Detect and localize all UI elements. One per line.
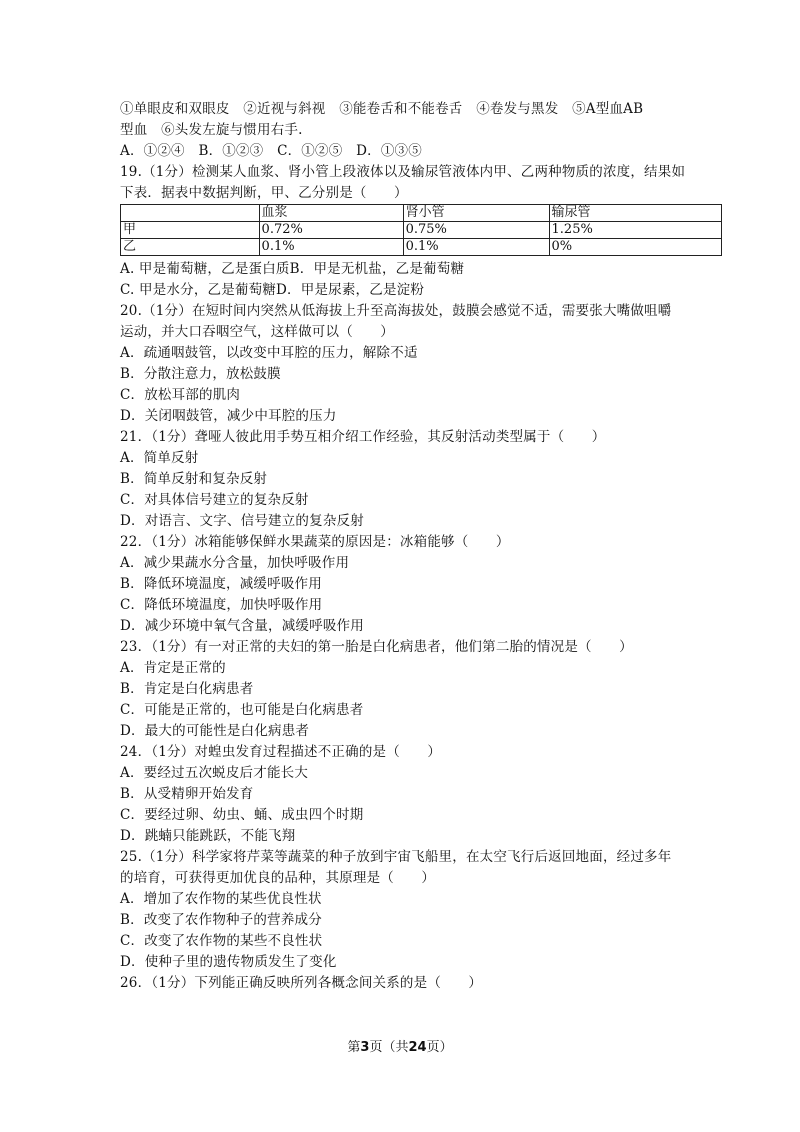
q21-option-b: B．简单反射和复杂反射 (120, 471, 268, 487)
q22-option-d: D．减少环境中氧气含量，减缓呼吸作用 (120, 618, 364, 634)
q19-stem-line-1: 19.（1分）检测某人血浆、肾小管上段液体以及输尿管液体内甲、乙两种物质的浓度，结果如 (120, 164, 686, 180)
q18-options-line-1: ①单眼皮和双眼皮 ②近视与斜视 ③能卷舌和不能卷舌 ④卷发与黑发 ⑤A型血AB (120, 101, 644, 117)
q22-stem: 22．（1分）冰箱能够保鲜水果蔬菜的原因是：冰箱能够（ ） (120, 534, 510, 550)
table-cell: 0.1% (259, 239, 403, 256)
footer-suffix: 页） (426, 1040, 453, 1055)
q19-options-line-2: C. 甲是水分，乙是葡萄糖D．甲是尿素，乙是淀粉 (120, 282, 425, 298)
table-row (121, 239, 722, 256)
q23-option-d: D．最大的可能性是白化病患者 (120, 723, 310, 739)
q20-option-c: C．放松耳部的肌肉 (120, 387, 241, 403)
table-header-cell: 输尿管 (549, 205, 721, 222)
q19-options-line-1: A. 甲是葡萄糖，乙是蛋白质B．甲是无机盐，乙是葡萄糖 (120, 261, 465, 277)
q25-option-c: C．改变了农作物的某些不良性状 (120, 933, 323, 949)
table-row (121, 222, 722, 239)
q25-stem-line-1: 25.（1分）科学家将芹菜等蔬菜的种子放到宇宙飞船里，在太空飞行后返回地面，经过多年 (120, 849, 672, 865)
q18-answer-choices: A．①②④ B．①②③ C．①②⑤ D．①③⑤ (120, 143, 422, 159)
q23-option-c: C．可能是正常的，也可能是白化病患者 (120, 702, 364, 718)
q19-stem-line-2: 下表．据表中数据判断，甲、乙分别是（ ） (120, 185, 408, 201)
q24-option-a: A．要经过五次蜕皮后才能长大 (120, 765, 309, 781)
q25-option-a: A．增加了农作物的某些优良性状 (120, 891, 322, 907)
q26-stem: 26．（1分）下列能正确反映所列各概念间关系的是（ ） (120, 975, 483, 991)
q22-option-a: A．减少果蔬水分含量，加快呼吸作用 (120, 555, 350, 571)
page-footer (0, 1036, 800, 1055)
q25-option-d: D．使种子里的遗传物质发生了变化 (120, 954, 337, 970)
q25-stem-line-2: 的培育，可获得更加优良的品种，其原理是（ ） (120, 870, 436, 886)
table-cell: 1.25% (549, 222, 721, 239)
footer-mid: 页（共 (369, 1040, 409, 1055)
table-header-cell: 血浆 (259, 205, 403, 222)
q20-option-a: A．疏通咽鼓管，以改变中耳腔的压力，解除不适 (120, 345, 418, 361)
q18-options-line-2: 型血 ⑥头发左旋与惯用右手. (120, 122, 303, 138)
concentration-table (120, 204, 722, 256)
q23-option-b: B．肯定是白化病患者 (120, 681, 254, 697)
q20-option-b: B．分散注意力，放松鼓膜 (120, 366, 281, 382)
q24-option-d: D．跳蝻只能跳跃，不能飞翔 (120, 828, 296, 844)
table-cell: 0.75% (403, 222, 549, 239)
table-header-cell (121, 205, 260, 222)
table-cell: 0% (549, 239, 721, 256)
q23-stem: 23．（1分）有一对正常的夫妇的第一胎是白化病患者，他们第二胎的情况是（ ） (120, 639, 633, 655)
table-cell: 0.72% (259, 222, 403, 239)
q22-option-b: B．降低环境温度，减缓呼吸作用 (120, 576, 322, 592)
q24-stem: 24．（1分）对蝗虫发育过程描述不正确的是（ ） (120, 744, 442, 760)
q20-stem-line-1: 20.（1分）在短时间内突然从低海拔上升至高海拔处，鼓膜会感觉不适，需要张大嘴做咀嚼 (120, 303, 672, 319)
table-header-row (121, 205, 722, 222)
q24-option-c: C．要经过卵、幼虫、蛹、成虫四个时期 (120, 807, 364, 823)
q21-option-d: D．对语言、文字、信号建立的复杂反射 (120, 513, 364, 529)
q25-option-b: B．改变了农作物种子的营养成分 (120, 912, 322, 928)
q23-option-a: A．肯定是正常的 (120, 660, 226, 676)
q21-option-a: A．简单反射 (120, 450, 199, 466)
q21-option-c: C．对具体信号建立的复杂反射 (120, 492, 309, 508)
table-cell: 0.1% (403, 239, 549, 256)
q20-stem-line-2: 运动，并大口吞咽空气，这样做可以（ ） (120, 324, 394, 340)
table-cell: 乙 (121, 239, 260, 256)
footer-prefix: 第 (347, 1040, 361, 1055)
q24-option-b: B．从受精卵开始发育 (120, 786, 254, 802)
q20-option-d: D．关闭咽鼓管，减少中耳腔的压力 (120, 408, 337, 424)
page-number: 3 (360, 1040, 370, 1055)
table-cell: 甲 (121, 222, 260, 239)
table-header-cell: 肾小管 (403, 205, 549, 222)
q21-stem: 21．（1分）聋哑人彼此用手势互相介绍工作经验，其反射活动类型属于（ ） (120, 429, 606, 445)
page-total: 24 (408, 1040, 427, 1055)
q22-option-c: C．降低环境温度，加快呼吸作用 (120, 597, 323, 613)
